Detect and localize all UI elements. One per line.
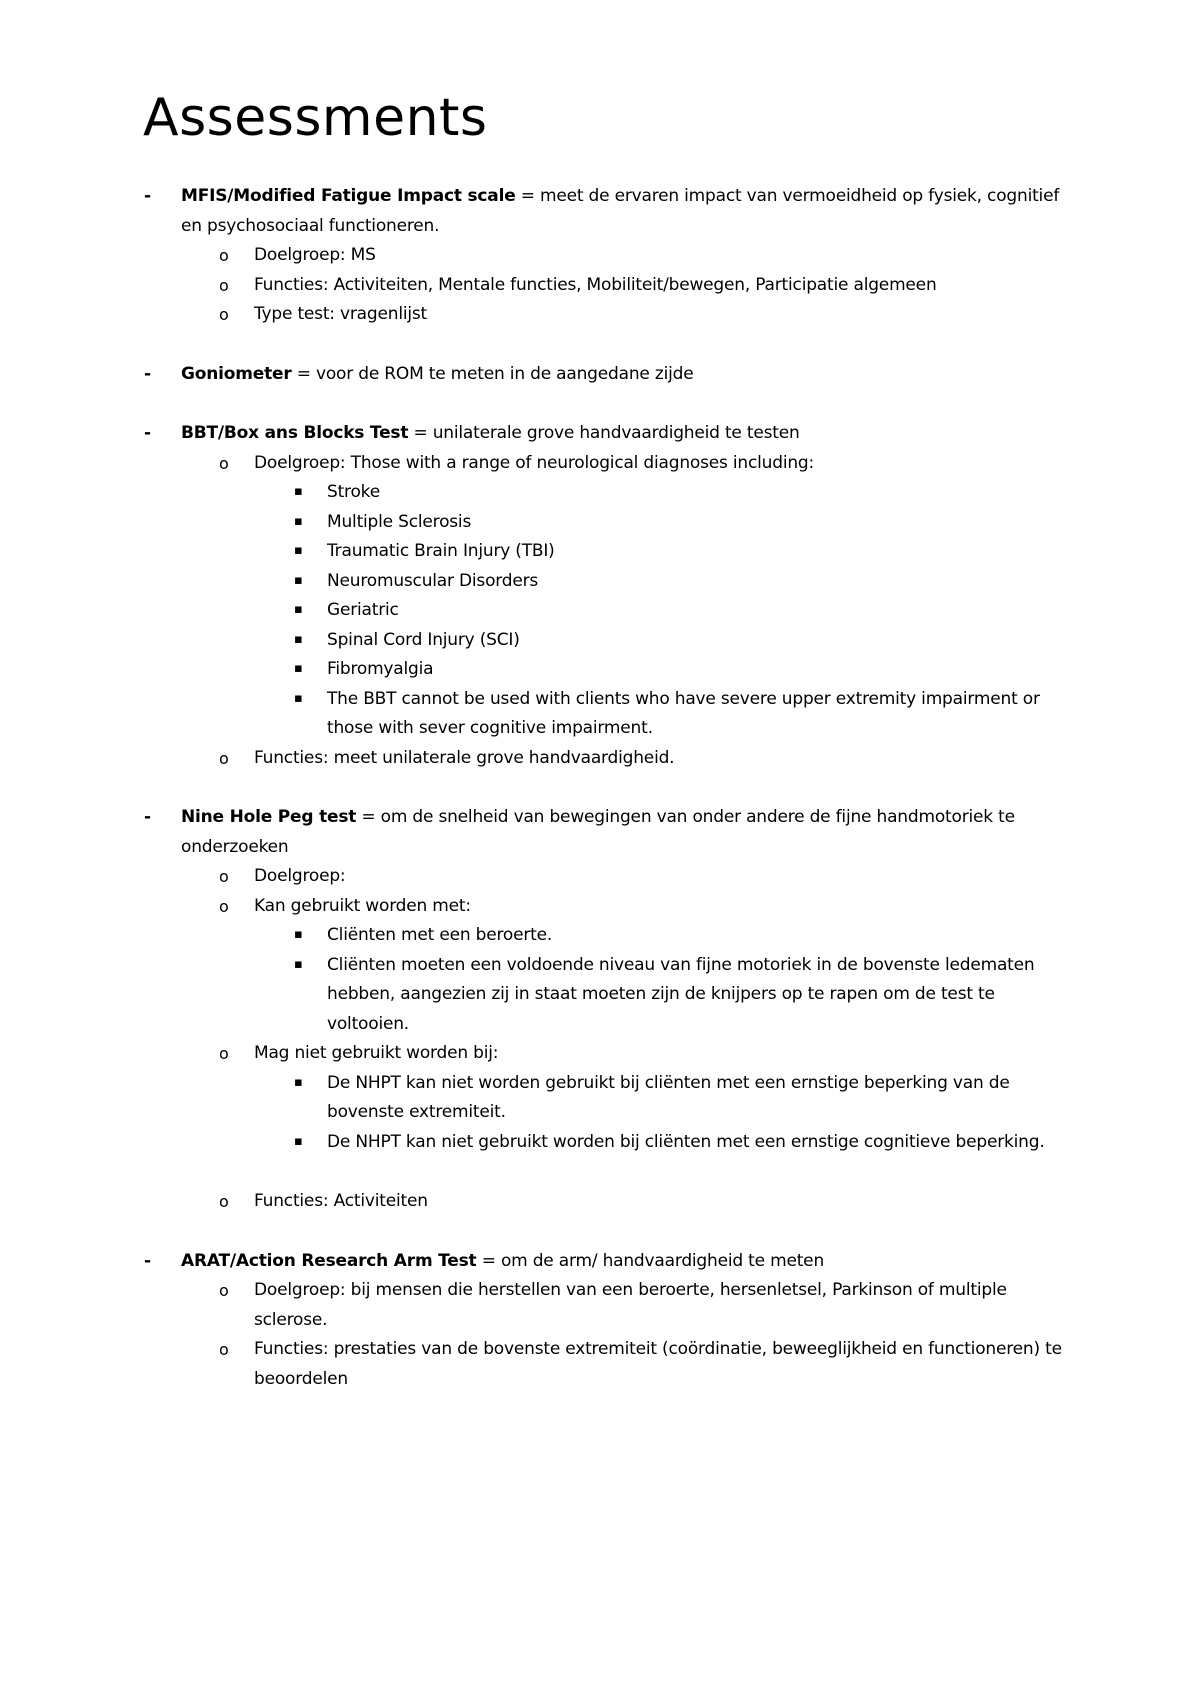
circle-bullet: o xyxy=(219,748,229,768)
sub-list-item xyxy=(294,508,1062,538)
sub-list-item xyxy=(294,921,1062,951)
list-item xyxy=(219,271,1062,301)
circle-bullet: o xyxy=(219,275,229,295)
list-item-text: Functies: Activiteiten, Mentale functies, Mobiliteit/bewegen, Participatie algemeen xyxy=(254,274,937,295)
list-item xyxy=(219,1335,1062,1394)
list-item xyxy=(219,449,1062,479)
section-description: = om de snelheid van bewegingen van onder andere de fijne handmotoriek te onderzoeken xyxy=(181,807,1015,857)
square-bullet: ▪ xyxy=(294,1133,303,1149)
sub-list-item-text: Stroke xyxy=(327,482,380,502)
sub-list-item xyxy=(294,567,1062,597)
list-item-text: Doelgroep: MS xyxy=(254,245,376,265)
square-bullet: ▪ xyxy=(294,927,303,942)
sub-list-item-text: Neuromuscular Disorders xyxy=(327,570,539,591)
dash-bullet: - xyxy=(144,423,151,443)
square-bullet: ▪ xyxy=(294,543,303,558)
list-item-text: Doelgroep: bij mensen die herstellen van een beroerte, hersenletsel, Parkinson of multiple sclerose. xyxy=(254,1280,1007,1330)
circle-bullet: o xyxy=(219,867,229,886)
sub-list-item-text: Geriatric xyxy=(327,600,399,620)
list-item-text: Functies: prestaties van de bovenste extremiteit (coördinatie, beweeglijkheid en functioneren) te beoordelen xyxy=(254,1339,1062,1389)
sub-list-item xyxy=(294,1069,1062,1128)
circle-bullet: o xyxy=(219,453,229,473)
section-term: Nine Hole Peg test xyxy=(181,807,357,827)
sub-list-item-text: The BBT cannot be used with clients who have severe upper extremity impairment or those with sever cognitive impairment. xyxy=(327,688,1040,738)
sub-list-item-text: Cliënten met een beroerte. xyxy=(327,925,553,945)
sub-list-item xyxy=(294,655,1062,685)
list-item-text: Doelgroep: Those with a range of neurological diagnoses including: xyxy=(254,452,815,473)
section-description: = voor de ROM te meten in de aangedane zijde xyxy=(291,363,694,384)
circle-bullet: o xyxy=(219,896,229,916)
sub-list-item-text: Spinal Cord Injury (SCI) xyxy=(327,629,520,650)
sub-list-item-text: De NHPT kan niet gebruikt worden bij cliënten met een ernstige cognitieve beperking. xyxy=(327,1131,1045,1152)
list-item xyxy=(219,300,1062,330)
list-item xyxy=(219,862,1062,892)
list-item xyxy=(219,892,1062,922)
spacer xyxy=(0,389,1200,419)
sub-list-item xyxy=(294,626,1062,656)
section-term: ARAT/Action Research Arm Test xyxy=(181,1250,477,1271)
list-item xyxy=(219,744,1062,774)
circle-bullet: o xyxy=(219,1340,229,1359)
sub-list-item xyxy=(294,537,1062,567)
dash-bullet: - xyxy=(144,186,151,206)
section-goniometer xyxy=(144,360,1061,390)
square-bullet: ▪ xyxy=(294,572,303,588)
section-term: MFIS/Modified Fatigue Impact scale xyxy=(181,186,516,206)
spacer xyxy=(0,330,1200,360)
list-item-text: Doelgroep: xyxy=(254,866,346,886)
list-item xyxy=(219,1039,1062,1069)
list-item xyxy=(219,1276,1062,1335)
section-bbt xyxy=(144,419,1061,449)
sub-list-item xyxy=(294,478,1062,508)
list-item-text: Mag niet gebruikt worden bij: xyxy=(254,1043,499,1063)
list-item-text: Functies: Activiteiten xyxy=(254,1191,428,1211)
section-mfis xyxy=(144,182,1061,241)
page-title: Assessments xyxy=(143,88,488,148)
list-item-text: Type test: vragenlijst xyxy=(254,304,428,324)
sub-list-item xyxy=(294,1128,1062,1158)
circle-bullet: o xyxy=(219,1044,229,1063)
sub-list-item-text: Fibromyalgia xyxy=(327,659,434,679)
circle-bullet: o xyxy=(219,1281,229,1300)
sub-list-item-text: Cliënten moeten een voldoende niveau van fijne motoriek in de bovenste ledematen hebben, aangezien zij in staat moeten zijn de knijpers op te rapen om de test te voltooien. xyxy=(327,954,1035,1034)
sub-list-item-text: De NHPT kan niet worden gebruikt bij cliënten met een ernstige beperking van de bovenste extremiteit. xyxy=(327,1072,1010,1122)
sub-list-item-text: Multiple Sclerosis xyxy=(327,511,472,532)
square-bullet: ▪ xyxy=(294,956,303,972)
circle-bullet: o xyxy=(219,305,229,324)
dash-bullet: - xyxy=(144,1250,151,1271)
section-description: = om de arm/ handvaardigheid te meten xyxy=(476,1250,825,1271)
spacer xyxy=(0,773,1200,803)
square-bullet: ▪ xyxy=(294,513,303,529)
square-bullet: ▪ xyxy=(294,1074,303,1090)
list-item-text: Kan gebruikt worden met: xyxy=(254,895,471,916)
spacer xyxy=(0,1217,1200,1247)
sub-list-item xyxy=(294,596,1062,626)
section-term: Goniometer xyxy=(181,363,292,384)
square-bullet: ▪ xyxy=(294,690,303,706)
list-item xyxy=(219,241,1062,271)
document-body xyxy=(0,182,1200,1394)
dash-bullet: - xyxy=(144,363,151,384)
section-arat xyxy=(144,1247,1061,1277)
list-item-text: Functies: meet unilaterale grove handvaardigheid. xyxy=(254,747,675,768)
sub-list-item-text: Traumatic Brain Injury (TBI) xyxy=(327,541,555,561)
section-description: = meet de ervaren impact van vermoeidheid op fysiek, cognitief en psychosociaal functioneren. xyxy=(181,186,1060,236)
square-bullet: ▪ xyxy=(294,484,303,499)
dash-bullet: - xyxy=(144,807,151,827)
section-term: BBT/Box ans Blocks Test xyxy=(181,423,409,443)
circle-bullet: o xyxy=(219,246,229,265)
square-bullet: ▪ xyxy=(294,661,303,676)
section-nine-hole-peg xyxy=(144,803,1061,862)
sub-list-item xyxy=(294,951,1062,1040)
list-item xyxy=(219,1187,1062,1217)
sub-list-item xyxy=(294,685,1062,744)
circle-bullet: o xyxy=(219,1192,229,1211)
square-bullet: ▪ xyxy=(294,631,303,647)
spacer xyxy=(0,1157,1200,1187)
square-bullet: ▪ xyxy=(294,602,303,617)
section-description: = unilaterale grove handvaardigheid te testen xyxy=(408,423,800,443)
